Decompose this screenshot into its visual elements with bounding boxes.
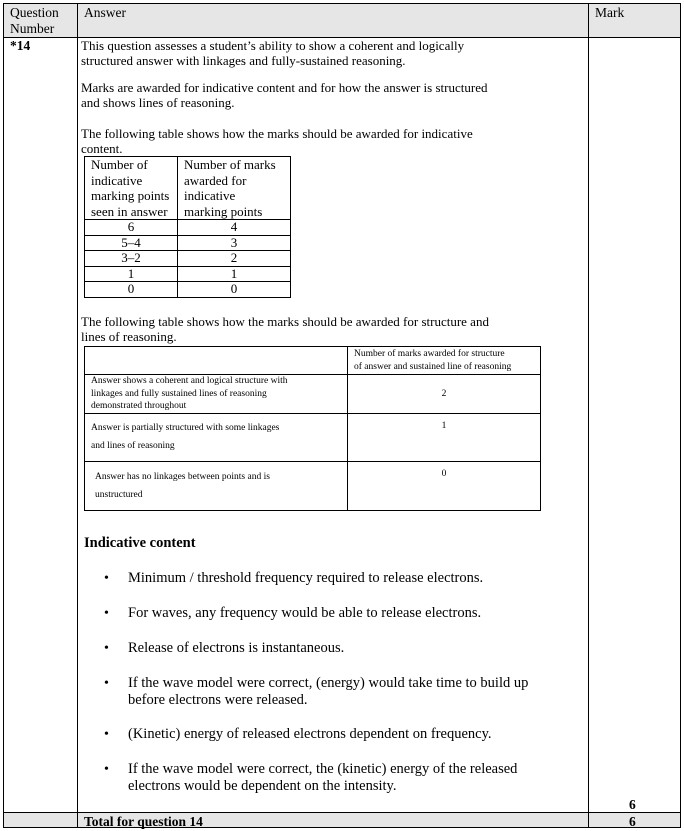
list-item (128, 640, 344, 657)
table-header-cell (85, 157, 178, 220)
table-cell (85, 461, 348, 510)
text-line: of answer and sustained line of reasoning (354, 361, 512, 372)
table-cell: 0 (348, 461, 541, 510)
text-line: seen in answer (91, 203, 168, 219)
text-line: before electrons were released. (128, 692, 308, 708)
table-cell: 1 (85, 266, 178, 282)
table-header-row (85, 157, 291, 220)
text-line: lines of reasoning. (81, 329, 177, 344)
text-line: This question assesses a student’s ability to show a coherent and logically (81, 38, 465, 53)
table-header-cell (85, 347, 348, 375)
text-line: electrons would be dependent on the intensity. (128, 778, 397, 794)
table-cell: 3–2 (85, 251, 178, 267)
table-cell (85, 375, 348, 414)
table-cell: 1 (348, 413, 541, 461)
list-item (128, 726, 492, 743)
indicative-marks-table (84, 156, 291, 298)
table-cell: 6 (85, 220, 178, 236)
text-line: marking points (91, 188, 170, 203)
intro-paragraph (81, 38, 464, 68)
table-cell: 4 (178, 220, 291, 236)
answer-header: Answer (84, 5, 126, 20)
text-line: Minimum / threshold frequency required to release electrons. (128, 570, 484, 586)
text-line: Number of marks awarded for structure (354, 349, 505, 359)
text-line: demonstrated throughout (91, 401, 187, 411)
structure-table-intro (81, 314, 489, 344)
table-header-cell (348, 347, 541, 375)
table-row (85, 461, 541, 510)
column-divider (588, 4, 589, 827)
table-cell: 2 (348, 375, 541, 414)
text-line: awarded for (184, 172, 247, 188)
text-line: and shows lines of reasoning. (81, 95, 235, 110)
bullet-icon: • (104, 641, 109, 656)
list-item (128, 761, 517, 795)
structure-marks-table (84, 346, 541, 511)
text-line: Marks are awarded for indicative content and for how the answer is structured (81, 80, 488, 95)
text-line: Answer has no linkages between points and is (95, 471, 270, 482)
table-row (85, 375, 541, 414)
text-line: If the wave model were correct, (energy) would take time to build up (128, 675, 529, 691)
text-line: Answer shows a coherent and logical structure with (91, 376, 288, 386)
table-row (85, 413, 541, 461)
mark-header: Mark (595, 5, 625, 20)
question-number-header (10, 5, 59, 36)
table-cell: 0 (178, 282, 291, 298)
text-line: For waves, any frequency would be able to release electrons. (128, 605, 482, 621)
text-line: Number of marks (184, 157, 276, 172)
table-row (85, 220, 291, 236)
indicative-content-heading: Indicative content (84, 535, 196, 551)
text-line: marking points (184, 203, 263, 219)
total-label: Total for question 14 (84, 814, 203, 829)
table-header-cell (178, 157, 291, 220)
table-row (85, 251, 291, 267)
bullet-icon: • (104, 727, 109, 742)
question-number: *14 (10, 38, 31, 53)
table-row (85, 282, 291, 298)
text-line: Answer is partially structured with some linkages (91, 423, 280, 433)
question-mark: 6 (629, 797, 636, 812)
text-line: linkages and fully sustained lines of reasoning (91, 388, 267, 399)
table-cell: 3 (178, 235, 291, 251)
total-mark: 6 (629, 814, 636, 829)
table-cell: 1 (178, 266, 291, 282)
list-item (128, 570, 483, 587)
list-item (128, 605, 481, 622)
bullet-icon: • (104, 676, 109, 691)
table-cell (85, 413, 348, 461)
text-line: The following table shows how the marks should be awarded for structure and (81, 314, 489, 329)
text-line: content. (81, 141, 123, 156)
text-line: structured answer with linkages and fully-sustained reasoning. (81, 53, 406, 68)
text-line: unstructured (95, 489, 143, 500)
text-line: If the wave model were correct, the (kinetic) energy of the released (128, 761, 518, 777)
bullet-icon: • (104, 606, 109, 621)
text-line: Release of electrons is instantaneous. (128, 640, 345, 656)
header-text: Number (10, 20, 55, 36)
indicative-table-intro (81, 126, 473, 156)
table-row (85, 235, 291, 251)
row-divider (4, 812, 680, 813)
table-cell: 2 (178, 251, 291, 267)
text-line: (Kinetic) energy of released electrons dependent on frequency. (128, 726, 492, 742)
bullet-icon: • (104, 571, 109, 586)
table-header-row (85, 347, 541, 375)
list-item (128, 675, 528, 709)
text-line: indicative (91, 172, 143, 188)
table-cell: 0 (85, 282, 178, 298)
header-text: Question (10, 5, 59, 20)
table-row (85, 266, 291, 282)
text-line: indicative (184, 188, 236, 203)
column-divider (77, 4, 78, 827)
marks-awarded-paragraph (81, 80, 487, 110)
text-line: and lines of reasoning (91, 441, 175, 451)
text-line: The following table shows how the marks should be awarded for indicative (81, 126, 473, 141)
bullet-icon: • (104, 762, 109, 777)
text-line: Number of (91, 157, 148, 172)
table-cell: 5–4 (85, 235, 178, 251)
